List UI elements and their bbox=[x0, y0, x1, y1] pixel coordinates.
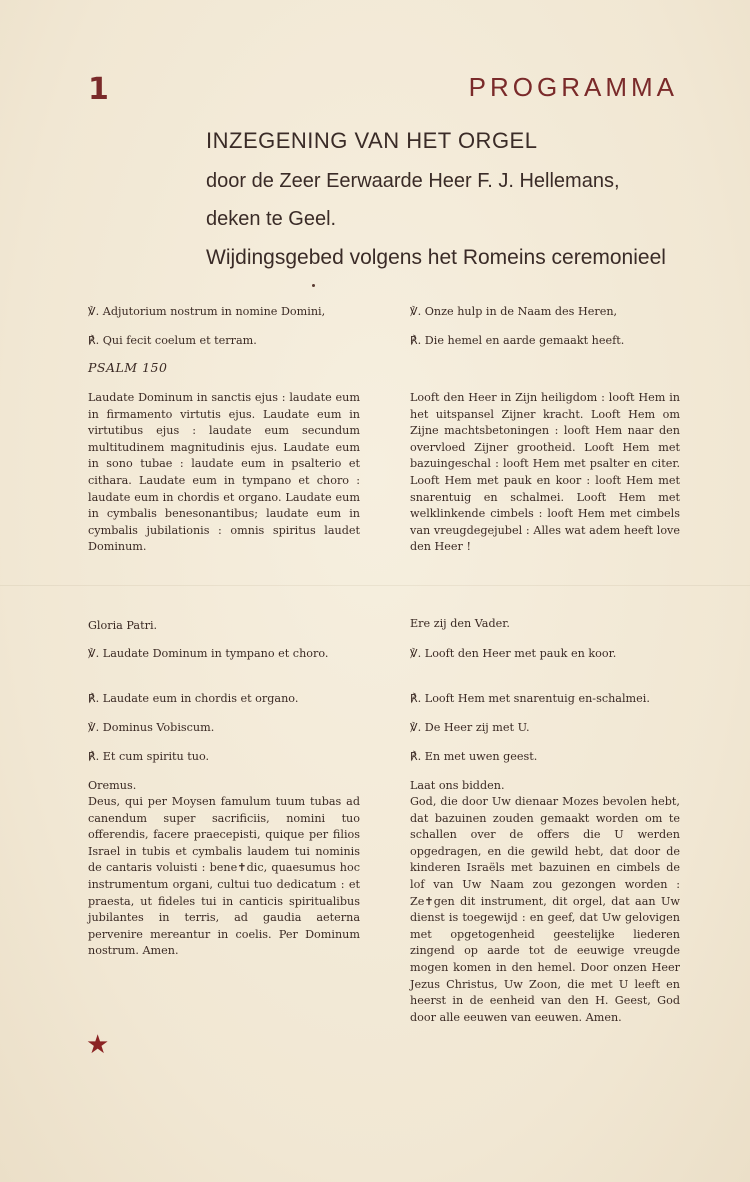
dutch-gloria: Ere zij den Vader. bbox=[410, 617, 510, 630]
latin-versicle-2-block bbox=[88, 646, 360, 663]
latin-versicle-1: ℣. Adjutorium nostrum in nomine Domini, bbox=[88, 305, 326, 318]
ceremony-title: INZEGENING VAN HET ORGEL bbox=[206, 128, 538, 153]
programme-heading: PROGRAMMA bbox=[468, 72, 678, 102]
latin-versicle-2: ℣. Laudate Dominum in tympano et choro. bbox=[88, 647, 329, 660]
latin-prayer-text: Deus, qui per Moysen famulum tuum tubas ad canendum super sacrificiis, nomini tuo offerendis, facere praecepisti, quique per filios Israel in tubis et cymbalis laudem tui nominis de cantaris voluisti : bene✝dic, quaesumus hoc instrumentum organi, cultui tuo dedicatum : et praesta, ut fideles tui in canticis spiritualibus jubilantes in terris, ad gaudia aeterna pervenire mereantur in coelis. Per Dominum nostrum. Amen. bbox=[88, 795, 360, 958]
dutch-column bbox=[410, 0, 680, 1182]
officiant-line: door de Zeer Eerwaarde Heer F. J. Hellemans, bbox=[206, 170, 620, 192]
dutch-response-2: ℟. Looft Hem met snarentuig en-schalmei. bbox=[410, 692, 650, 705]
dutch-oremus: Laat ons bidden. bbox=[410, 779, 505, 792]
dutch-response-3: ℟. En met uwen geest. bbox=[410, 750, 538, 763]
rite-line: Wijdingsgebed volgens het Romeins ceremonieel bbox=[206, 246, 666, 269]
latin-versicle-3: ℣. Dominus Vobiscum. bbox=[88, 721, 215, 734]
latin-psalm-text: Laudate Dominum in sanctis ejus : laudate eum in firmamento virtutis ejus. Laudate eum in virtutibus ejus : laudate eum secundum multitudinem magnitudinis ejus. Laudate eum in sono tubae : laudate eum in psalterio et cithara. Laudate eum in tympano et choro : laudate eum in chordis et organo. Laudate eum in cymbalis benesonantibus; laudate eum in cymbalis jubilationis : omnis spiritus laudet Dominum. bbox=[88, 391, 360, 554]
latin-gloria: Gloria Patri. bbox=[88, 619, 158, 632]
latin-oremus: Oremus. bbox=[88, 779, 137, 792]
dutch-versicle-3: ℣. De Heer zij met U. bbox=[410, 721, 530, 734]
latin-response-1: ℟. Qui fecit coelum et terram. bbox=[88, 334, 257, 347]
dutch-versicle-1: ℣. Onze hulp in de Naam des Heren, bbox=[410, 305, 618, 318]
dutch-versicle-2: ℣. Looft den Heer met pauk en koor. bbox=[410, 647, 617, 660]
dutch-psalm bbox=[410, 390, 680, 556]
officiant-title-line: deken te Geel. bbox=[206, 208, 337, 230]
psalm-title: PSALM 150 bbox=[88, 360, 168, 375]
dutch-prayer-text: God, die door Uw dienaar Mozes bevolen hebt, dat bazuinen zouden gemaakt worden om te schallen over de offers die U werden opgedragen, en die gewild hebt, dat door de kinderen Israëls met bazuinen en cimbels de lof van Uw Naam zou gezongen worden : Ze✝gen dit instrument, dit orgel, dat aan Uw dienst is toegewijd : en geef, dat Uw gelovigen met opgetogenheid geestelijke liederen zingend op aarde tot de eeuwige vreugde mogen komen in den hemel. Door onzen Heer Jezus Christus, Uw Zoon, die met U leeft en heerst in de eenheid van den H. Geest, God door alle eeuwen van eeuwen. Amen. bbox=[410, 795, 680, 1024]
dutch-prayer bbox=[410, 794, 680, 1026]
latin-psalm bbox=[88, 390, 360, 556]
latin-response-2: ℟. Laudate eum in chordis et organo. bbox=[88, 692, 299, 705]
page-number: 1 bbox=[88, 72, 109, 107]
latin-response-3: ℟. Et cum spiritu tuo. bbox=[88, 750, 210, 763]
dutch-response-1: ℟. Die hemel en aarde gemaakt heeft. bbox=[410, 334, 625, 347]
latin-prayer bbox=[88, 794, 360, 960]
dutch-psalm-text: Looft den Heer in Zijn heiligdom : looft Hem in het uitspansel Zijner kracht. Looft Hem om Zijne machtsbetoningen : looft Hem naar den overvloed Zijner grootheid. Looft Hem met bazuingeschal : looft Hem met psalter en citer. Looft Hem met pauk en koor : looft Hem met snarentuig en schalmei. Looft Hem met welklinkende cimbels : looft Hem met cimbels van vreugdegejubel : Alles wat adem heeft love den Heer ! bbox=[410, 391, 680, 554]
latin-column bbox=[88, 0, 360, 1182]
star-ornament-icon: ★ bbox=[86, 1030, 110, 1060]
